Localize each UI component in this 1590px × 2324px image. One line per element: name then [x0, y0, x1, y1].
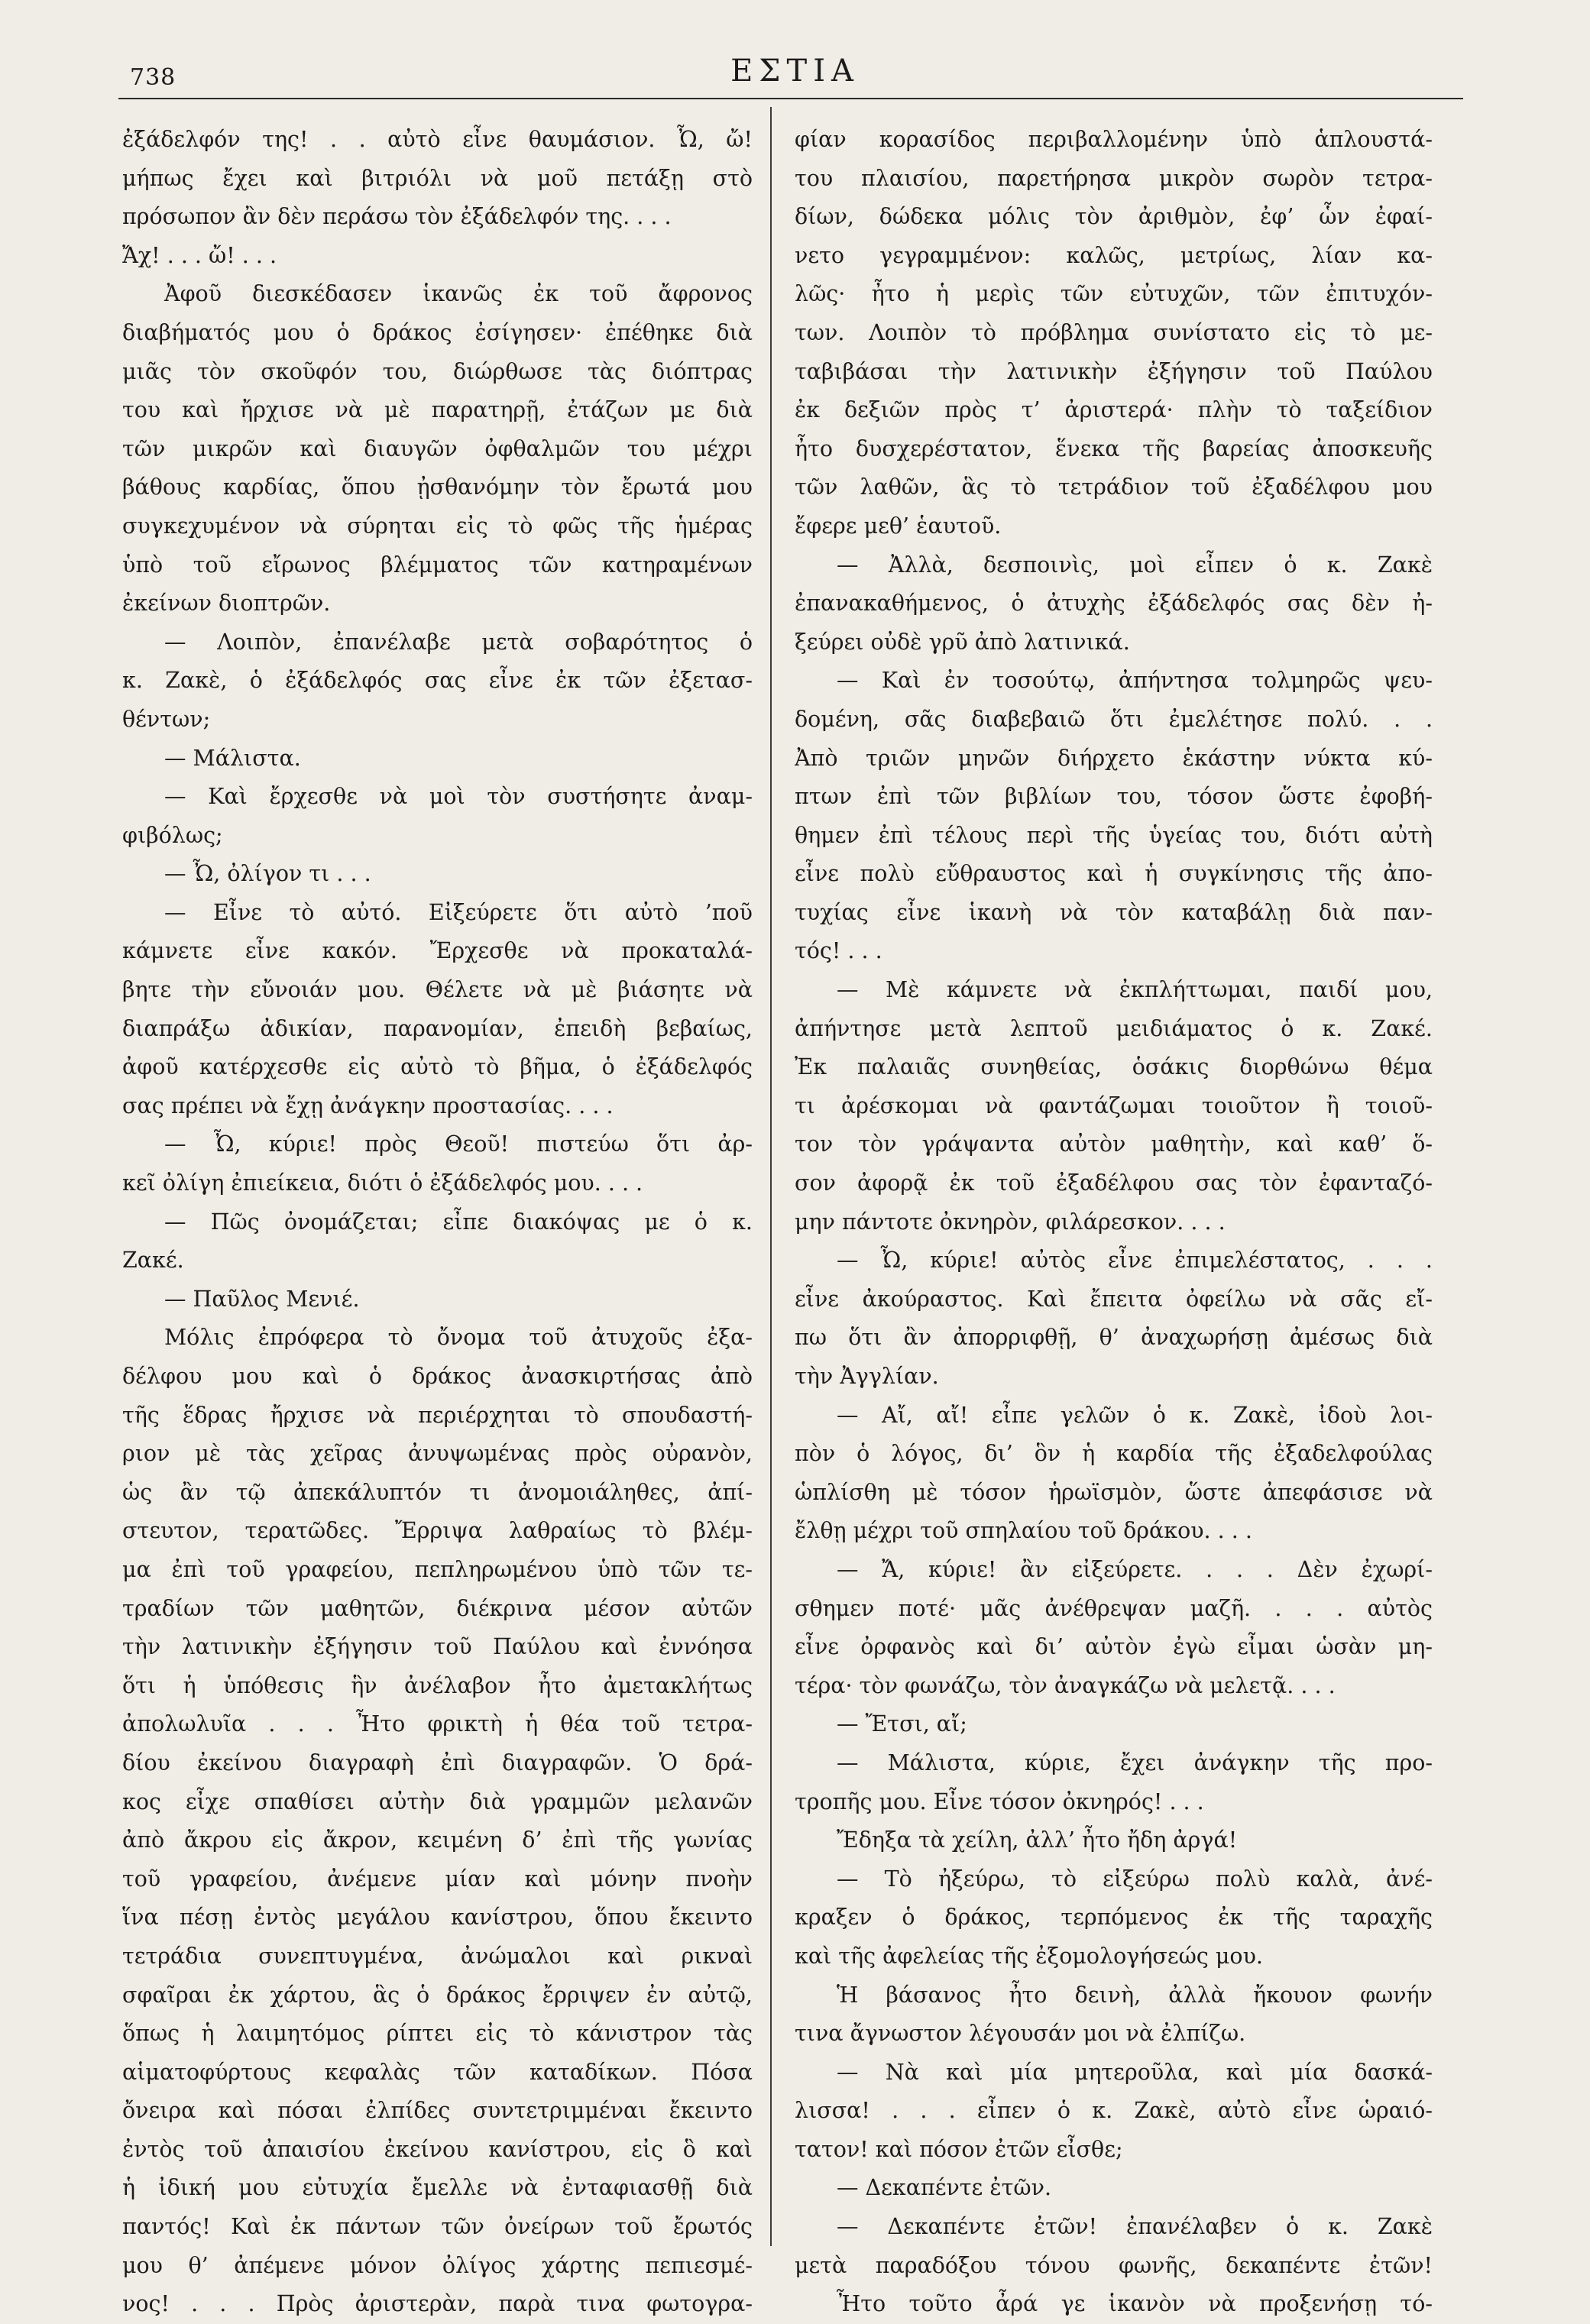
- text-line: κραξεν ὁ δράκος, τερπόμενος ἐκ τῆς ταραχῆς: [795, 1905, 1433, 1931]
- text-line: λῶς· ἦτο ἡ μερὶς τῶν εὐτυχῶν, τῶν ἐπιτυχόν-: [795, 281, 1433, 307]
- text-line: ὄνειρα καὶ πόσαι ἐλπίδες συντετριμμέναι ἔκειντο: [122, 2098, 753, 2124]
- text-line: μην πάντοτε ὀκνηρὸν, φιλάρεσκον. . . .: [795, 1209, 1226, 1235]
- text-line: ταβιβάσαι τὴν λατινικὴν ἐξήγησιν τοῦ Παύλου: [795, 358, 1433, 384]
- text-line: τραδίων τῶν μαθητῶν, διέκρινα μέσον αὐτῶν: [122, 1595, 753, 1621]
- text-line: ὑπὸ τοῦ εἴρωνος βλέμματος τῶν κατηραμένων: [122, 552, 753, 578]
- text-line: Ἀφοῦ διεσκέδασεν ἱκανῶς ἐκ τοῦ ἄφρονος: [164, 281, 753, 307]
- text-line: σθημεν ποτέ· μᾶς ἀνέθρεψαν μαζῆ. . . . αὐτὸς: [795, 1595, 1433, 1621]
- text-line: — Νὰ καὶ μία μητεροῦλα, καὶ μία δασκά-: [837, 2059, 1433, 2085]
- text-line: νος! . . . Πρὸς ἀριστερὰν, παρὰ τινα φωτογρα-: [122, 2291, 753, 2317]
- text-line: τι ἀρέσκομαι νὰ φαντάζωμαι τοιοῦτον ἢ τοιοῦ-: [795, 1092, 1433, 1118]
- text-line: ἐξάδελφόν της! . . αὐτὸ εἶνε θαυμάσιον. Ὦ, ὤ!: [122, 127, 753, 152]
- text-line: Μόλις ἐπρόφερα τὸ ὄνομα τοῦ ἀτυχοῦς ἐξα-: [164, 1325, 753, 1351]
- text-line: — Λοιπὸν, ἐπανέλαβε μετὰ σοβαρότητος ὁ: [164, 629, 753, 655]
- text-line: πὸν ὁ λόγος, δι’ ὃν ἡ καρδία τῆς ἐξαδελφούλας: [795, 1441, 1433, 1467]
- text-line: — Ὦ, κύριε! πρὸς Θεοῦ! πιστεύω ὅτι ἀρ-: [164, 1131, 753, 1157]
- text-line: ἐκ δεξιῶν πρὸς τ’ ἀριστερά· πλὴν τὸ ταξείδιον: [795, 397, 1433, 423]
- text-line: τῶν λαθῶν, ἃς τὸ τετράδιον τοῦ ἐξαδέλφου μου: [795, 474, 1433, 500]
- text-line: ἦτο δυσχερέστατον, ἕνεκα τῆς βαρείας ἀποσκευῆς: [795, 435, 1433, 461]
- text-line: ἀπήντησε μετὰ λεπτοῦ μειδιάματος ὁ κ. Ζακέ.: [795, 1015, 1433, 1041]
- text-line: αἱματοφύρτους κεφαλὰς τῶν καταδίκων. Πόσα: [122, 2059, 753, 2085]
- text-line: κεῖ ὀλίγη ἐπιείκεια, διότι ὁ ἐξάδελφός μου. . . .: [122, 1170, 643, 1196]
- text-line: Ἡ βάσανος ἦτο δεινὴ, ἀλλὰ ἤκουον φωνήν: [837, 1982, 1433, 2008]
- text-line: πρόσωπον ἂν δὲν περάσω τὸν ἐξάδελφόν της. . . .: [122, 204, 672, 230]
- text-line: νετο γεγραμμένον: καλῶς, μετρίως, λίαν κα-: [795, 242, 1433, 268]
- text-line: μετὰ παραδόξου τόνου φωνῆς, δεκαπέντε ἐτῶν!: [795, 2252, 1433, 2278]
- text-line: — Καὶ ἐν τοσούτῳ, ἀπήντησα τολμηρῶς ψευ-: [837, 668, 1433, 694]
- text-line: διαπράξω ἀδικίαν, παρανομίαν, ἐπειδὴ βεβαίως,: [122, 1015, 753, 1041]
- text-line: Ἐκ παλαιᾶς συνηθείας, ὁσάκις διορθώνω θέμα: [795, 1054, 1433, 1080]
- text-line: ἐκείνων διοπτρῶν.: [122, 591, 331, 617]
- text-line: — Ὦ, ὀλίγον τι . . .: [164, 861, 371, 887]
- text-line: συγκεχυμένον νὰ σύρηται εἰς τὸ φῶς τῆς ἡμέρας: [122, 513, 753, 539]
- text-line: βητε τὴν εὔνοιάν μου. Θέλετε νὰ μὲ βιάσητε νὰ: [122, 977, 753, 1003]
- text-line: — Πῶς ὀνομάζεται; εἶπε διακόψας με ὁ κ.: [164, 1209, 753, 1235]
- text-line: — Ἔτσι, αἴ;: [837, 1711, 967, 1737]
- text-line: θημεν ἐπὶ τέλους περὶ τῆς ὑγείας του, διότι αὐτὴ: [795, 822, 1433, 848]
- text-line: μήπως ἔχει καὶ βιτριόλι νὰ μοῦ πετάξῃ στὸ: [122, 165, 753, 191]
- text-line: τέρα· τὸν φωνάζω, τὸν ἀναγκάζω νὰ μελετᾷ. . . .: [795, 1672, 1336, 1698]
- text-line: πω ὅτι ἂν ἀπορριφθῇ, θ’ ἀναχωρήσῃ ἀμέσως διὰ: [795, 1325, 1433, 1351]
- text-line: στευτον, τερατῶδες. Ἔρριψα λαθραίως τὸ βλέμ-: [122, 1518, 753, 1544]
- text-line: εἶνε ὀρφανὸς καὶ δι’ αὐτὸν ἐγὼ εἶμαι ὡσὰν μη-: [795, 1634, 1433, 1660]
- text-line: — Καὶ ἔρχεσθε νὰ μοὶ τὸν συστήσητε ἀναμ-: [164, 784, 753, 810]
- text-line: βάθους καρδίας, ὅπου ᾐσθανόμην τὸν ἔρωτά μου: [122, 474, 753, 500]
- text-line: — Ἀλλὰ, δεσποινὶς, μοὶ εἶπεν ὁ κ. Ζακὲ: [837, 552, 1433, 578]
- text-line: ἔφερε μεθ’ ἑαυτοῦ.: [795, 513, 1002, 539]
- text-line: τον τὸν γράψαντα αὐτὸν μαθητὴν, καὶ καθ’ ὅ-: [795, 1131, 1433, 1157]
- text-line: τυχίας εἶνε ἱκανὴ νὰ τὸν καταβάλῃ διὰ παν-: [795, 899, 1433, 925]
- text-line: κάμνετε εἶνε κακόν. Ἔρχεσθε νὰ προκαταλά-: [122, 938, 753, 964]
- text-line: — Δεκαπέντε ἐτῶν! ἐπανέλαβεν ὁ κ. Ζακὲ: [837, 2214, 1433, 2240]
- text-line: — Αἴ, αἴ! εἶπε γελῶν ὁ κ. Ζακὲ, ἰδοὺ λοι-: [837, 1402, 1433, 1428]
- text-line: τατον! καὶ πόσον ἐτῶν εἶσθε;: [795, 2136, 1123, 2162]
- text-line: φιβόλως;: [122, 822, 223, 848]
- text-line: τετράδια συνεπτυγμένα, ἀνώμαλοι καὶ ρικναὶ: [122, 1943, 753, 1969]
- text-line: — Παῦλος Μενιέ.: [164, 1286, 360, 1312]
- text-line: ἐπανακαθήμενος, ὁ ἀτυχὴς ἐξάδελφός σας δὲν ἠ-: [795, 591, 1433, 617]
- text-line: μου θ’ ἀπέμενε μόνον ὀλίγος χάρτης πεπιεσμέ-: [122, 2252, 753, 2278]
- text-line: παντός! Καὶ ἐκ πάντων τῶν ὀνείρων τοῦ ἔρωτός: [122, 2214, 753, 2240]
- text-line: — Τὸ ἠξεύρω, τὸ εἰξεύρω πολὺ καλὰ, ἀνέ-: [837, 1866, 1433, 1892]
- text-line: φίαν κορασίδος περιβαλλομένην ὑπὸ ἁπλουστά-: [795, 127, 1433, 152]
- text-line: πτων ἐπὶ τῶν βιβλίων του, τόσον ὥστε ἐφοβή-: [795, 784, 1433, 810]
- text-line: τὴν λατινικὴν ἐξήγησιν τοῦ Παύλου καὶ ἐννόησα: [122, 1634, 753, 1660]
- text-line: τὴν Ἀγγλίαν.: [795, 1364, 939, 1389]
- text-line: — Μάλιστα.: [164, 745, 301, 771]
- text-line: ὅπως ἡ λαιμητόμος ρίπτει εἰς τὸ κάνιστρον τὰς: [122, 2021, 753, 2047]
- text-line: τοῦ γραφείου, ἀνέμενε μίαν καὶ μόνην πνοὴν: [122, 1866, 753, 1892]
- text-line: σας πρέπει νὰ ἔχῃ ἀνάγκην προστασίας. . . .: [122, 1092, 614, 1118]
- text-line: τροπῆς μου. Εἶνε τόσον ὀκνηρός! . . .: [795, 1788, 1204, 1814]
- text-line: Ζακέ.: [122, 1248, 184, 1274]
- text-line: των. Λοιπὸν τὸ πρόβλημα συνίστατο εἰς τὸ με-: [795, 319, 1433, 345]
- text-line: διαβήματός μου ὁ δράκος ἐσίγησεν· ἐπέθηκε διὰ: [122, 319, 753, 345]
- text-line: Ἀπὸ τριῶν μηνῶν διήρχετο ἑκάστην νύκτα κύ-: [795, 745, 1433, 771]
- text-line: τῶν μικρῶν καὶ διαυγῶν ὀφθαλμῶν του μέχρι: [122, 435, 753, 461]
- text-line: Ἄχ! . . . ὤ! . . .: [122, 242, 277, 268]
- text-line: ὡπλίσθη μὲ τόσον ἡρωϊσμὸν, ὥστε ἀπεφάσισε νὰ: [795, 1479, 1433, 1505]
- page-number: 738: [130, 64, 176, 91]
- text-line: ὅτι ἡ ὑπόθεσις ἣν ἀνέλαβον ἦτο ἀμετακλήτως: [122, 1672, 753, 1698]
- text-line: δίου ἐκείνου διαγραφὴ ἐπὶ διαγραφῶν. Ὁ δρά-: [122, 1749, 753, 1775]
- text-line: τός! . . .: [795, 938, 882, 964]
- text-line: κ. Ζακὲ, ὁ ἐξάδελφός σας εἶνε ἐκ τῶν ἐξετασ-: [122, 668, 753, 694]
- text-line: ἵνα πέσῃ ἐντὸς μεγάλου κανίστρου, ὅπου ἔκειντο: [122, 1905, 753, 1931]
- text-line: — Ἄ, κύριε! ἂν εἰξεύρετε. . . . Δὲν ἐχωρί-: [837, 1556, 1433, 1582]
- text-line: τινα ἄγνωστον λέγουσάν μοι νὰ ἐλπίζω.: [795, 2021, 1246, 2047]
- text-line: — Δεκαπέντε ἐτῶν.: [837, 2175, 1052, 2201]
- text-line: τῆς ἕδρας ἤρχισε νὰ περιέρχηται τὸ σπουδαστή-: [122, 1402, 753, 1428]
- text-line: ξεύρει οὐδὲ γρῦ ἀπὸ λατινικά.: [795, 629, 1130, 655]
- text-line: — Μάλιστα, κύριε, ἔχει ἀνάγκην τῆς προ-: [837, 1749, 1433, 1775]
- text-line: του πλαισίου, παρετήρησα μικρὸν σωρὸν τετρα-: [795, 165, 1433, 191]
- text-line: ἀφοῦ κατέρχεσθε εἰς αὐτὸ τὸ βῆμα, ὁ ἐξάδελφός: [122, 1054, 753, 1080]
- text-line: εἶνε πολὺ εὔθραυστος καὶ ἡ συγκίνησις τῆς ἀπο-: [795, 861, 1433, 887]
- text-line: ἡ ἰδική μου εὐτυχία ἔμελλε νὰ ἐνταφιασθῇ διὰ: [122, 2175, 753, 2201]
- journal-title: ΕΣΤΙΑ: [730, 53, 860, 89]
- text-line: κος εἶχε σπαθίσει αὐτὴν διὰ γραμμῶν μελανῶν: [122, 1788, 753, 1814]
- text-line: δομένη, σᾶς διαβεβαιῶ ὅτι ἐμελέτησε πολύ. . .: [795, 706, 1433, 732]
- header-rule: [118, 98, 1463, 99]
- text-line: — Μὲ κάμνετε νὰ ἐκπλήττωμαι, παιδί μου,: [837, 977, 1433, 1003]
- text-line: σφαῖραι ἐκ χάρτου, ἃς ὁ δράκος ἔρριψεν ἐν αὐτῷ,: [122, 1982, 753, 2008]
- text-line: ἀπολωλυῖα . . . Ἦτο φρικτὴ ἡ θέα τοῦ τετρα-: [122, 1711, 753, 1737]
- text-line: λισσα! . . . εἶπεν ὁ κ. Ζακὲ, αὐτὸ εἶνε ὡραιό-: [795, 2098, 1433, 2124]
- text-line: Ἦτο τοῦτο ἆρά γε ἱκανὸν νὰ προξενήσῃ τό-: [837, 2291, 1433, 2317]
- text-line: του καὶ ἤρχισε νὰ μὲ παρατηρῇ, ἐτάζων με διὰ: [122, 397, 753, 423]
- text-line: μιᾶς τὸν σκοῦφόν του, διώρθωσε τὰς διόπτρας: [122, 358, 753, 384]
- text-line: σον ἀφορᾷ ἐκ τοῦ ἐξαδέλφου σας τὸν ἐφανταζό-: [795, 1170, 1433, 1196]
- text-line: εἶνε ἀκούραστος. Καὶ ἔπειτα ὀφείλω νὰ σᾶς εἴ-: [795, 1286, 1433, 1312]
- text-line: ἀπὸ ἄκρου εἰς ἄκρον, κειμένη δ’ ἐπὶ τῆς γωνίας: [122, 1827, 753, 1853]
- text-line: δέλφου μου καὶ ὁ δράκος ἀνασκιρτήσας ἀπὸ: [122, 1364, 753, 1389]
- text-line: Ἔδηξα τὰ χείλη, ἀλλ’ ἦτο ἤδη ἀργά!: [837, 1827, 1238, 1853]
- text-line: ἔλθῃ μέχρι τοῦ σπηλαίου τοῦ δράκου. . . .: [795, 1518, 1252, 1544]
- text-line: ἐντὸς τοῦ ἀπαισίου ἐκείνου κανίστρου, εἰς ὃ καὶ: [122, 2136, 753, 2162]
- text-line: ριον μὲ τὰς χεῖρας ἀνυψωμένας πρὸς οὐρανὸν,: [122, 1441, 753, 1467]
- text-line: — Ὦ, κύριε! αὐτὸς εἶνε ἐπιμελέστατος, . . .: [837, 1248, 1433, 1274]
- text-line: ὡς ἂν τῷ ἀπεκάλυπτόν τι ἀνομοιάληθες, ἀπί-: [122, 1479, 753, 1505]
- text-line: μα ἐπὶ τοῦ γραφείου, πεπληρωμένου ὑπὸ τῶν τε-: [122, 1556, 753, 1582]
- column-divider: [770, 107, 772, 2246]
- right-column: [795, 121, 1433, 2324]
- text-line: — Εἶνε τὸ αὐτό. Εἰξεύρετε ὅτι αὐτὸ ’ποῦ: [164, 899, 753, 925]
- text-line: καὶ τῆς ἀφελείας τῆς ἐξομολογήσεώς μου.: [795, 1943, 1263, 1969]
- text-line: θέντων;: [122, 706, 211, 732]
- left-column: [122, 121, 753, 2324]
- text-line: δίων, δώδεκα μόλις τὸν ἀριθμὸν, ἐφ’ ὧν ἐφαί-: [795, 204, 1433, 230]
